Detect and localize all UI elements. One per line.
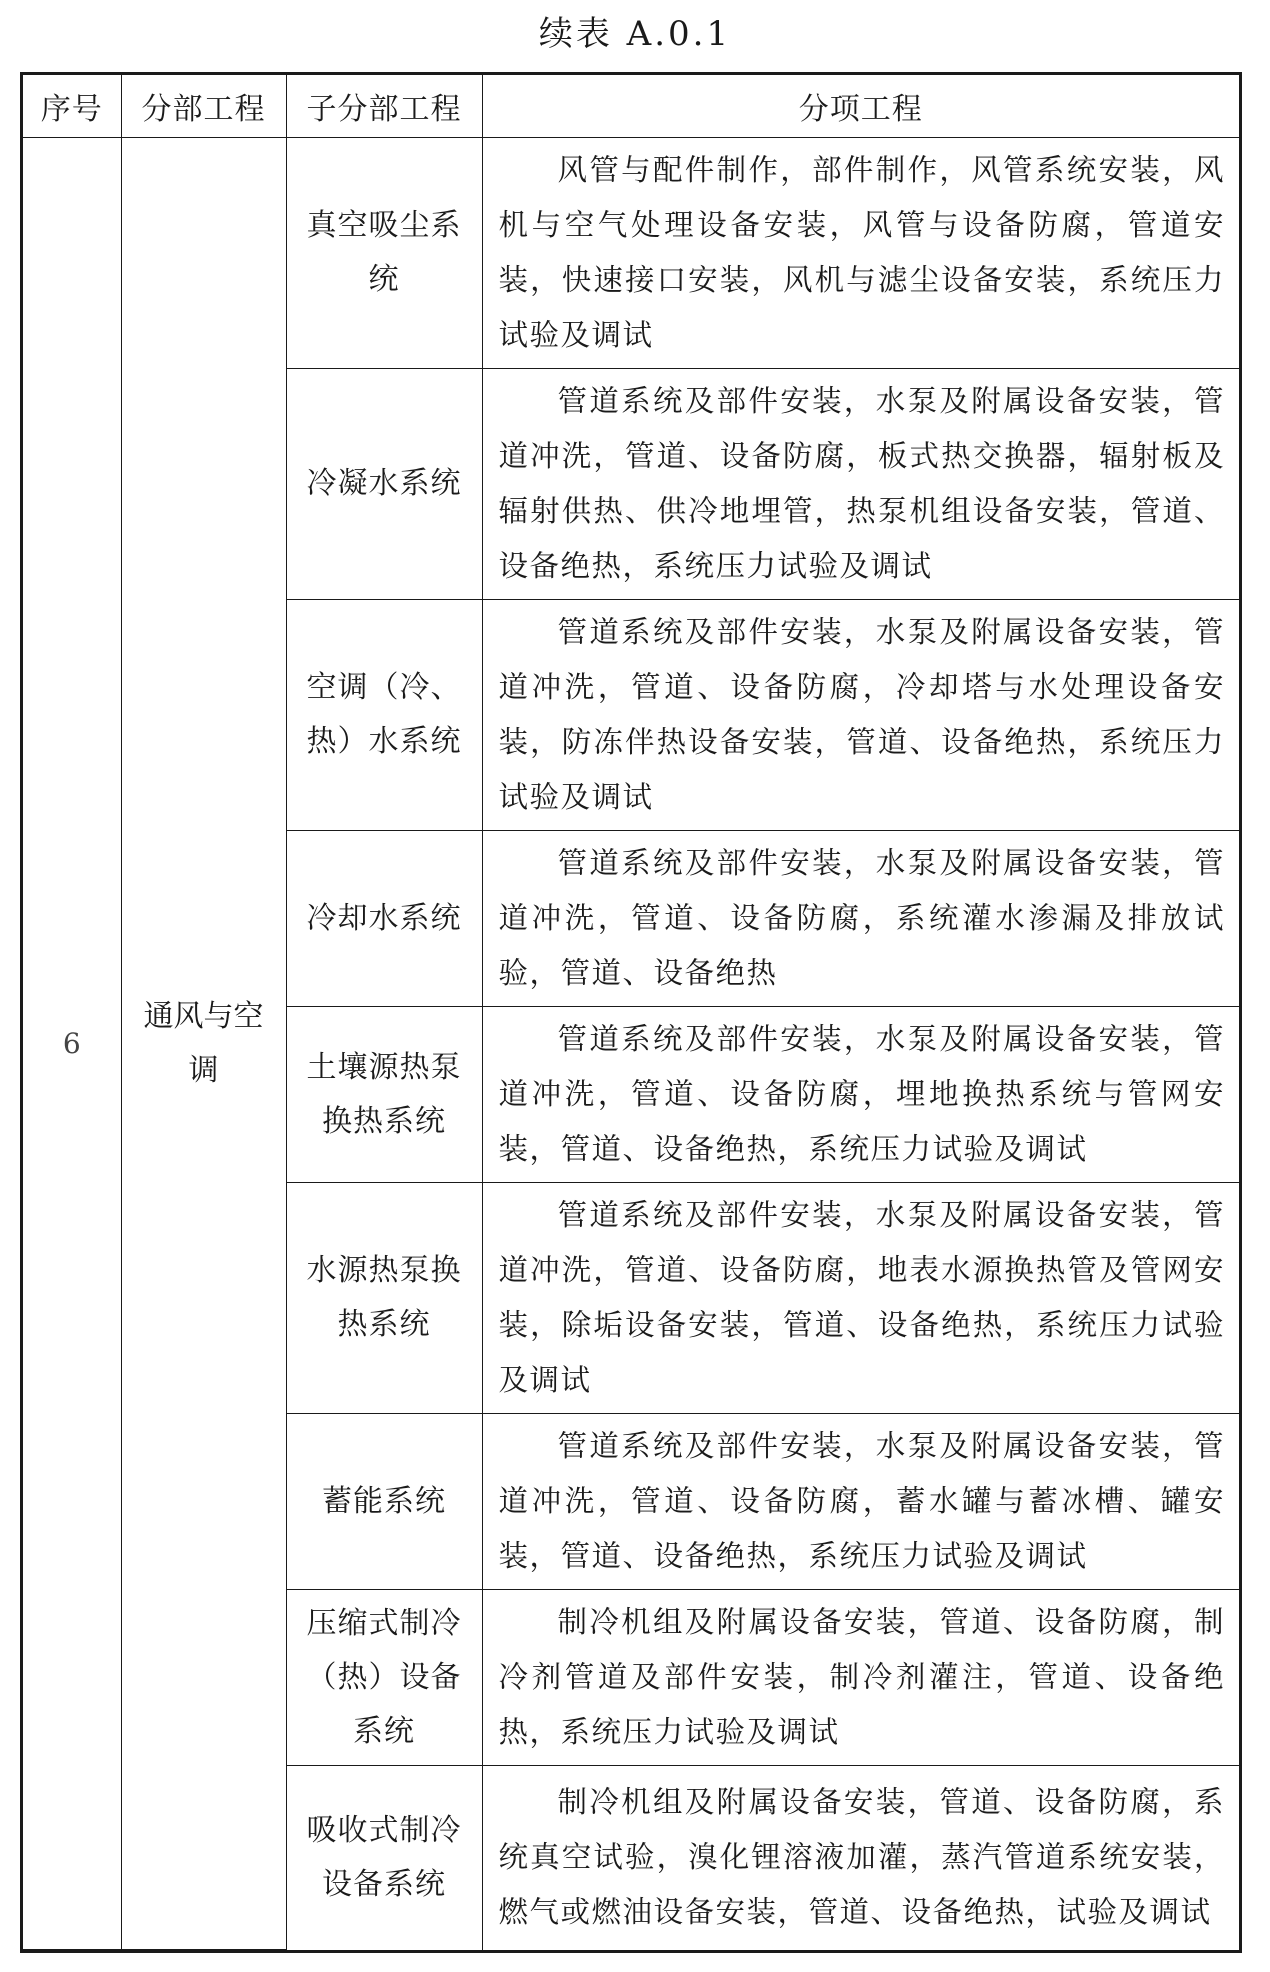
header-items: 分项工程 <box>482 75 1239 138</box>
header-number: 序号 <box>23 75 121 138</box>
table-row <box>23 138 1239 369</box>
item-list: 管道系统及部件安装，水泵及附属设备安装，管道冲洗，管道、设备防腐，冷却塔与水处理设备安装，防冻伴热设备安装，管道、设备绝热，系统压力试验及调试 <box>482 600 1239 831</box>
header-division: 分部工程 <box>121 75 286 138</box>
subdivision-name: 土壤源热泵换热系统 <box>286 1007 482 1183</box>
item-list: 管道系统及部件安装，水泵及附属设备安装，管道冲洗，管道、设备防腐，蓄水罐与蓄冰槽、罐安装，管道、设备绝热，系统压力试验及调试 <box>482 1414 1239 1590</box>
subdivision-name: 空调（冷、热）水系统 <box>286 600 482 831</box>
item-list: 管道系统及部件安装，水泵及附属设备安装，管道冲洗，管道、设备防腐，埋地换热系统与管网安装，管道、设备绝热，系统压力试验及调试 <box>482 1007 1239 1183</box>
table-header-row <box>23 75 1239 138</box>
item-list: 制冷机组及附属设备安装，管道、设备防腐，制冷剂管道及部件安装，制冷剂灌注，管道、设备绝热，系统压力试验及调试 <box>482 1590 1239 1766</box>
table-frame <box>20 72 1242 1953</box>
subdivision-name: 压缩式制冷（热）设备系统 <box>286 1590 482 1766</box>
row-number: 6 <box>23 138 121 1950</box>
subdivision-name: 水源热泵换热系统 <box>286 1183 482 1414</box>
subdivision-name: 冷却水系统 <box>286 831 482 1007</box>
subdivision-name: 蓄能系统 <box>286 1414 482 1590</box>
division-name: 通风与空调 <box>121 138 286 1950</box>
table-caption: 续表 A.0.1 <box>538 14 732 54</box>
sub-project-table <box>23 75 1239 1950</box>
item-list: 管道系统及部件安装，水泵及附属设备安装，管道冲洗，管道、设备防腐，地表水源换热管及管网安装，除垢设备安装，管道、设备绝热，系统压力试验及调试 <box>482 1183 1239 1414</box>
header-subdivision: 子分部工程 <box>286 75 482 138</box>
item-list: 风管与配件制作，部件制作，风管系统安装，风机与空气处理设备安装，风管与设备防腐，管道安装，快速接口安装，风机与滤尘设备安装，系统压力试验及调试 <box>482 138 1239 369</box>
subdivision-name: 吸收式制冷设备系统 <box>286 1766 482 1950</box>
item-list: 管道系统及部件安装，水泵及附属设备安装，管道冲洗，管道、设备防腐，系统灌水渗漏及排放试验，管道、设备绝热 <box>482 831 1239 1007</box>
item-list: 制冷机组及附属设备安装，管道、设备防腐，系统真空试验，溴化锂溶液加灌，蒸汽管道系统安装，燃气或燃油设备安装，管道、设备绝热，试验及调试 <box>482 1766 1239 1950</box>
item-list: 管道系统及部件安装，水泵及附属设备安装，管道冲洗，管道、设备防腐，板式热交换器，辐射板及辐射供热、供冷地埋管，热泵机组设备安装，管道、设备绝热，系统压力试验及调试 <box>482 369 1239 600</box>
subdivision-name: 真空吸尘系统 <box>286 138 482 369</box>
subdivision-name: 冷凝水系统 <box>286 369 482 600</box>
